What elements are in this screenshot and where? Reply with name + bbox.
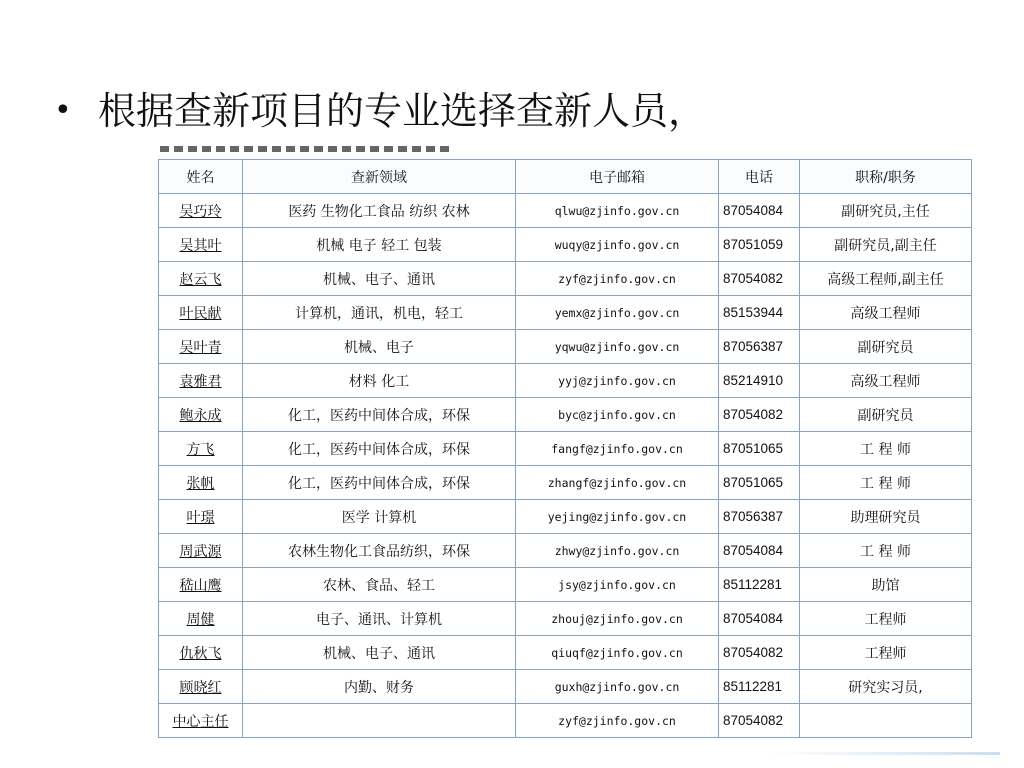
cell-field: 农林、食品、轻工 <box>243 568 516 602</box>
bullet-point: • <box>54 93 72 128</box>
cell-title: 工程师 <box>800 602 972 636</box>
cell-email: qlwu@zjinfo.gov.cn <box>516 194 719 228</box>
cell-email: wuqy@zjinfo.gov.cn <box>516 228 719 262</box>
cell-field: 化工，医药中间体合成，环保 <box>243 432 516 466</box>
slide-title-text: 根据查新项目的专业选择查新人员， <box>98 89 707 133</box>
table-row <box>159 466 972 500</box>
cell-email: fangf@zjinfo.gov.cn <box>516 432 719 466</box>
cell-email: zhwy@zjinfo.gov.cn <box>516 534 719 568</box>
staff-name-link[interactable]: 赵云飞 <box>159 262 243 296</box>
table-row <box>159 568 972 602</box>
cell-title: 工 程 师 <box>800 466 972 500</box>
cell-title: 工 程 师 <box>800 534 972 568</box>
cell-phone: 87054084 <box>719 602 800 636</box>
cell-phone: 85214910 <box>719 364 800 398</box>
staff-name-link[interactable]: 袁雅君 <box>159 364 243 398</box>
cell-phone: 85153944 <box>719 296 800 330</box>
header-title: 职称/职务 <box>800 160 972 194</box>
slide-title <box>54 86 706 136</box>
cell-title: 高级工程师 <box>800 296 972 330</box>
partially-hidden-text <box>160 144 450 158</box>
cell-email: byc@zjinfo.gov.cn <box>516 398 719 432</box>
cell-title: 高级工程师,副主任 <box>800 262 972 296</box>
table-row <box>159 364 972 398</box>
header-phone: 电话 <box>719 160 800 194</box>
cell-field: 机械、电子、通讯 <box>243 262 516 296</box>
table-row <box>159 194 972 228</box>
cell-email: yqwu@zjinfo.gov.cn <box>516 330 719 364</box>
cell-email: yejing@zjinfo.gov.cn <box>516 500 719 534</box>
cell-field: 化工，医药中间体合成，环保 <box>243 398 516 432</box>
staff-name-link[interactable]: 吴叶青 <box>159 330 243 364</box>
table-row <box>159 296 972 330</box>
table-row <box>159 228 972 262</box>
cell-phone: 87054082 <box>719 398 800 432</box>
staff-name-link[interactable]: 中心主任 <box>159 704 243 738</box>
cell-phone: 87056387 <box>719 500 800 534</box>
header-name: 姓名 <box>159 160 243 194</box>
header-field: 查新领域 <box>243 160 516 194</box>
cell-field <box>243 704 516 738</box>
cell-phone: 87054082 <box>719 636 800 670</box>
staff-name-link[interactable]: 吴其叶 <box>159 228 243 262</box>
staff-name-link[interactable]: 嵇山鹰 <box>159 568 243 602</box>
cell-field: 机械 电子 轻工 包装 <box>243 228 516 262</box>
cell-phone: 87051059 <box>719 228 800 262</box>
cell-phone: 87051065 <box>719 432 800 466</box>
cell-title <box>800 704 972 738</box>
staff-name-link[interactable]: 方飞 <box>159 432 243 466</box>
cell-email: zhangf@zjinfo.gov.cn <box>516 466 719 500</box>
decorative-accent-line <box>770 752 1000 755</box>
table-row <box>159 534 972 568</box>
table-row <box>159 330 972 364</box>
staff-name-link[interactable]: 叶民献 <box>159 296 243 330</box>
staff-name-link[interactable]: 叶璟 <box>159 500 243 534</box>
table-row <box>159 500 972 534</box>
cell-title: 助馆 <box>800 568 972 602</box>
cell-title: 工程师 <box>800 636 972 670</box>
cell-email: yyj@zjinfo.gov.cn <box>516 364 719 398</box>
cell-field: 医药 生物化工食品 纺织 农林 <box>243 194 516 228</box>
cell-field: 机械、电子 <box>243 330 516 364</box>
table-row <box>159 636 972 670</box>
cell-field: 电子、通讯、计算机 <box>243 602 516 636</box>
cell-phone: 87056387 <box>719 330 800 364</box>
cell-email: zyf@zjinfo.gov.cn <box>516 262 719 296</box>
cell-email: guxh@zjinfo.gov.cn <box>516 670 719 704</box>
cell-phone: 87051065 <box>719 466 800 500</box>
cell-phone: 87054084 <box>719 194 800 228</box>
cell-title: 高级工程师 <box>800 364 972 398</box>
cell-email: zyf@zjinfo.gov.cn <box>516 704 719 738</box>
cell-field: 计算机，通讯，机电，轻工 <box>243 296 516 330</box>
cell-title: 工 程 师 <box>800 432 972 466</box>
staff-name-link[interactable]: 顾晓红 <box>159 670 243 704</box>
cell-phone: 85112281 <box>719 568 800 602</box>
cell-phone: 87054082 <box>719 262 800 296</box>
staff-name-link[interactable]: 张帆 <box>159 466 243 500</box>
cell-title: 副研究员 <box>800 398 972 432</box>
table-row <box>159 398 972 432</box>
staff-name-link[interactable]: 鲍永成 <box>159 398 243 432</box>
table-row <box>159 432 972 466</box>
cell-title: 副研究员 <box>800 330 972 364</box>
cell-phone: 87054082 <box>719 704 800 738</box>
staff-name-link[interactable]: 吴巧玲 <box>159 194 243 228</box>
cell-field: 农林生物化工食品纺织，环保 <box>243 534 516 568</box>
cell-email: qiuqf@zjinfo.gov.cn <box>516 636 719 670</box>
cell-phone: 85112281 <box>719 670 800 704</box>
header-email: 电子邮箱 <box>516 160 719 194</box>
cell-field: 机械、电子、通讯 <box>243 636 516 670</box>
staff-name-link[interactable]: 周健 <box>159 602 243 636</box>
table-row <box>159 602 972 636</box>
cell-field: 化工，医药中间体合成，环保 <box>243 466 516 500</box>
cell-title: 研究实习员, <box>800 670 972 704</box>
staff-name-link[interactable]: 仇秋飞 <box>159 636 243 670</box>
cell-title: 助理研究员 <box>800 500 972 534</box>
cell-email: jsy@zjinfo.gov.cn <box>516 568 719 602</box>
table-row <box>159 262 972 296</box>
table-row <box>159 704 972 738</box>
cell-field: 医学 计算机 <box>243 500 516 534</box>
table-row <box>159 670 972 704</box>
cell-phone: 87054084 <box>719 534 800 568</box>
cell-field: 内勤、财务 <box>243 670 516 704</box>
cell-email: zhouj@zjinfo.gov.cn <box>516 602 719 636</box>
cell-field: 材料 化工 <box>243 364 516 398</box>
cell-email: yemx@zjinfo.gov.cn <box>516 296 719 330</box>
cell-title: 副研究员,主任 <box>800 194 972 228</box>
cell-title: 副研究员,副主任 <box>800 228 972 262</box>
staff-table <box>158 159 972 738</box>
staff-name-link[interactable]: 周武源 <box>159 534 243 568</box>
table-header-row <box>159 160 972 194</box>
